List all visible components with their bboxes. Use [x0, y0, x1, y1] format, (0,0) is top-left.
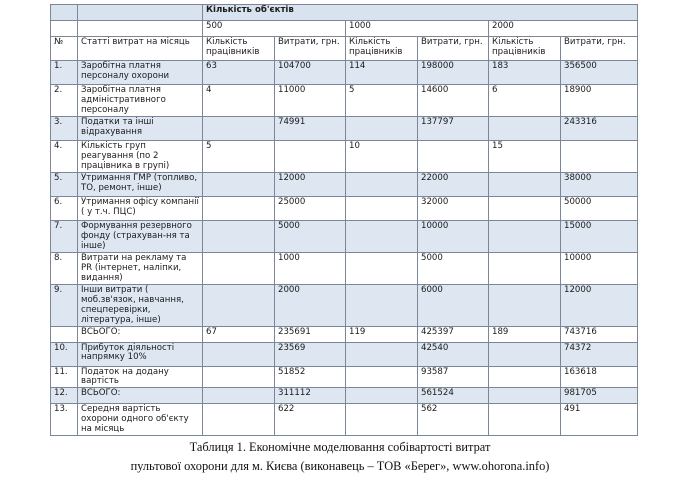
workers-cell [489, 196, 561, 220]
cost-cell: 25000 [275, 196, 346, 220]
row-item: Витрати на рекламу та PR (інтернет, наліпки, видання) [78, 252, 203, 284]
header-blank-cell [51, 21, 78, 37]
row-item: Формування резервного фонду (страхуван-ня та інше) [78, 220, 203, 252]
cost-cell: 10000 [418, 220, 489, 252]
table-caption-line1: Таблиця 1. Економічне моделювання собівартості витрат [189, 440, 491, 454]
header-row-group [51, 5, 638, 21]
workers-cell [489, 220, 561, 252]
cost-cell [275, 140, 346, 172]
cost-cell: 311112 [275, 388, 346, 404]
workers-cell [346, 366, 418, 388]
workers-cell [203, 172, 275, 196]
cost-cell: 14600 [418, 85, 489, 117]
cost-cell: 243316 [561, 116, 638, 140]
cost-cell: 425397 [418, 326, 489, 342]
table-row [51, 172, 638, 196]
workers-cell [203, 116, 275, 140]
col-workers-header: Кількість працівників [346, 37, 418, 61]
cost-cell: 12000 [561, 284, 638, 326]
workers-cell [346, 404, 418, 436]
cost-cell: 22000 [418, 172, 489, 196]
row-number: 7. [51, 220, 78, 252]
table-row [51, 61, 638, 85]
cost-cell: 562 [418, 404, 489, 436]
header-row-counts [51, 21, 638, 37]
row-item: Середня вартість охорони одного об'єкту на місяць [78, 404, 203, 436]
col-no-header: № [51, 37, 78, 61]
row-number [51, 326, 78, 342]
row-item: Кількість груп реагування (по 2 працівника в групі) [78, 140, 203, 172]
row-item: ВСЬОГО: [78, 388, 203, 404]
workers-cell [489, 366, 561, 388]
col-cost-header: Витрати, грн. [561, 37, 638, 61]
workers-cell [203, 252, 275, 284]
row-number: 2. [51, 85, 78, 117]
row-number: 6. [51, 196, 78, 220]
workers-cell: 10 [346, 140, 418, 172]
object-count-2000: 2000 [489, 21, 638, 37]
table-row [51, 404, 638, 436]
header-blank-cell [51, 5, 78, 21]
workers-cell [346, 172, 418, 196]
row-number: 10. [51, 342, 78, 366]
table-row [51, 116, 638, 140]
workers-cell [346, 252, 418, 284]
cost-cell: 15000 [561, 220, 638, 252]
cost-cell: 5000 [418, 252, 489, 284]
workers-cell [203, 220, 275, 252]
object-count-1000: 1000 [346, 21, 489, 37]
workers-cell: 189 [489, 326, 561, 342]
header-blank-cell [78, 5, 203, 21]
workers-cell [489, 342, 561, 366]
cost-cell: 491 [561, 404, 638, 436]
cost-cell [561, 140, 638, 172]
table-row [51, 196, 638, 220]
table-row [51, 326, 638, 342]
row-number: 12. [51, 388, 78, 404]
cost-cell: 38000 [561, 172, 638, 196]
row-number: 13. [51, 404, 78, 436]
cost-cell: 6000 [418, 284, 489, 326]
cost-cell: 622 [275, 404, 346, 436]
row-item: Утримання ГМР (топливо, ТО, ремонт, інше) [78, 172, 203, 196]
workers-cell [203, 342, 275, 366]
cost-cell: 74991 [275, 116, 346, 140]
workers-cell [489, 404, 561, 436]
table-row [51, 388, 638, 404]
row-item: Заробітна платня адміністративного персоналу [78, 85, 203, 117]
workers-cell [346, 284, 418, 326]
workers-cell: 15 [489, 140, 561, 172]
cost-cell: 163618 [561, 366, 638, 388]
workers-cell [489, 172, 561, 196]
cost-cell: 10000 [561, 252, 638, 284]
header-row-columns [51, 37, 638, 61]
cost-cell: 1000 [275, 252, 346, 284]
workers-cell [489, 284, 561, 326]
workers-cell: 4 [203, 85, 275, 117]
workers-cell [203, 404, 275, 436]
table-row [51, 140, 638, 172]
row-item: ВСЬОГО: [78, 326, 203, 342]
workers-cell: 114 [346, 61, 418, 85]
row-item: Інши витрати ( моб.зв'язок, навчання, спецперевірки, література, інше) [78, 284, 203, 326]
workers-cell: 6 [489, 85, 561, 117]
row-item: Податок на додану вартість [78, 366, 203, 388]
cost-cell: 42540 [418, 342, 489, 366]
workers-cell [346, 196, 418, 220]
row-number: 1. [51, 61, 78, 85]
cost-cell: 198000 [418, 61, 489, 85]
row-number: 9. [51, 284, 78, 326]
row-item: Прибуток діяльності напрямку 10% [78, 342, 203, 366]
cost-cell: 743716 [561, 326, 638, 342]
table-row [51, 284, 638, 326]
workers-cell: 119 [346, 326, 418, 342]
cost-cell: 5000 [275, 220, 346, 252]
cost-cell: 104700 [275, 61, 346, 85]
row-number: 3. [51, 116, 78, 140]
table-row [51, 85, 638, 117]
cost-cell: 356500 [561, 61, 638, 85]
cost-cell: 561524 [418, 388, 489, 404]
table-row [51, 342, 638, 366]
workers-cell [203, 366, 275, 388]
workers-cell [203, 196, 275, 220]
workers-cell [346, 388, 418, 404]
table-row [51, 220, 638, 252]
workers-cell [489, 388, 561, 404]
cost-cell: 11000 [275, 85, 346, 117]
workers-cell: 183 [489, 61, 561, 85]
workers-cell: 67 [203, 326, 275, 342]
col-cost-header: Витрати, грн. [418, 37, 489, 61]
cost-cell: 51852 [275, 366, 346, 388]
row-item: Утримання офісу компанії ( у т.ч. ПЦС) [78, 196, 203, 220]
cost-cell: 981705 [561, 388, 638, 404]
workers-cell [346, 342, 418, 366]
cost-cell: 74372 [561, 342, 638, 366]
row-item: Заробітна платня персоналу охорони [78, 61, 203, 85]
object-count-500: 500 [203, 21, 346, 37]
workers-cell [203, 388, 275, 404]
cost-cell: 18900 [561, 85, 638, 117]
cost-cell: 235691 [275, 326, 346, 342]
cost-model-table [50, 4, 638, 436]
workers-cell [489, 252, 561, 284]
cost-cell [418, 140, 489, 172]
workers-cell: 5 [203, 140, 275, 172]
cost-cell: 2000 [275, 284, 346, 326]
workers-cell: 63 [203, 61, 275, 85]
col-workers-header: Кількість працівників [203, 37, 275, 61]
workers-cell [489, 116, 561, 140]
workers-cell [346, 220, 418, 252]
cost-cell: 137797 [418, 116, 489, 140]
workers-cell: 5 [346, 85, 418, 117]
row-number: 4. [51, 140, 78, 172]
col-cost-header: Витрати, грн. [275, 37, 346, 61]
table-caption-line2: пультової охорони для м. Києва (виконавець – ТОВ «Берег», www.ohorona.info) [130, 459, 550, 473]
row-number: 5. [51, 172, 78, 196]
group-header: Кількість об'єктів [203, 5, 638, 21]
workers-cell [203, 284, 275, 326]
cost-cell: 50000 [561, 196, 638, 220]
header-blank-cell [78, 21, 203, 37]
col-workers-header: Кількість працівників [489, 37, 561, 61]
cost-cell: 93587 [418, 366, 489, 388]
row-number: 11. [51, 366, 78, 388]
workers-cell [346, 116, 418, 140]
cost-cell: 12000 [275, 172, 346, 196]
row-item: Податки та інші відрахування [78, 116, 203, 140]
table-row [51, 366, 638, 388]
row-number: 8. [51, 252, 78, 284]
col-item-header: Статті витрат на місяць [78, 37, 203, 61]
cost-cell: 23569 [275, 342, 346, 366]
cost-cell: 32000 [418, 196, 489, 220]
table-row [51, 252, 638, 284]
